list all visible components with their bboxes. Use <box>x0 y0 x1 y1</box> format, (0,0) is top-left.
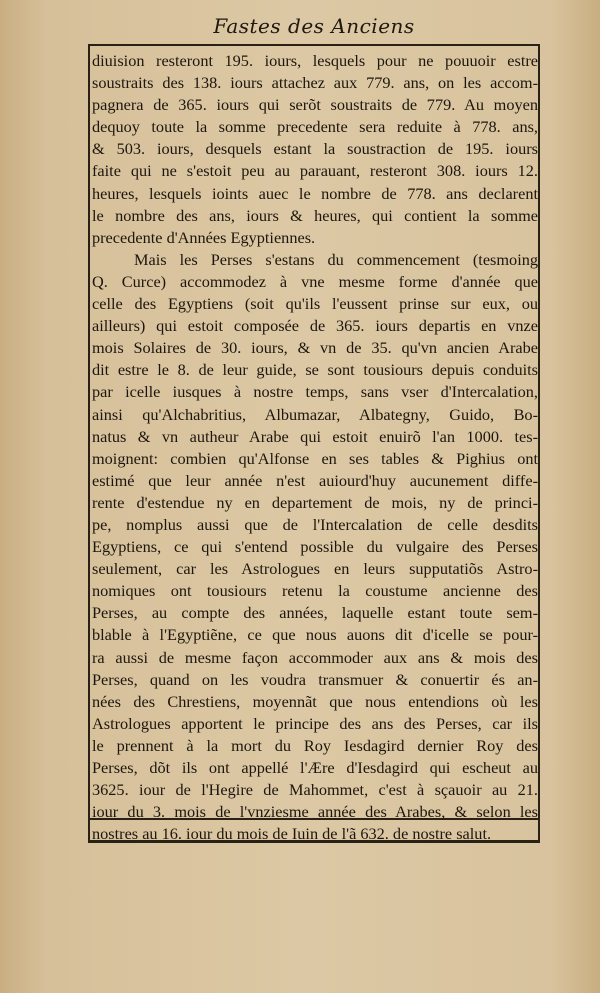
text-line: nées des Chrestiens, moyennãt que nous entendions où les <box>92 691 538 711</box>
text-line: Perses, au compte des années, laquelle estant toute sem- <box>92 603 538 623</box>
text-line: ailleurs) qui estoit composée de 365. iours departis en vnze <box>92 316 538 336</box>
text-line: & 503. iours, desquels estant la soustraction de 195. iours <box>92 139 538 159</box>
text-line: faite qui ne s'estoit peu au parauant, resteront 308. iours 12. <box>92 161 538 181</box>
text-line: iour du 3. mois de l'vnziesme année des Arabes, & selon les <box>92 802 538 822</box>
text-line: estimé que leur année n'est auiourd'huy aucunement diffe- <box>92 470 538 490</box>
text-line: par icelle iusques à nostre temps, sans vser d'Intercalation, <box>92 382 538 402</box>
frame-top-rule <box>88 44 540 46</box>
text-line: rente d'estendue ny en departement de mois, ny de princi- <box>92 492 538 512</box>
text-line: pagnera de 365. iours qui serõt soustraits de 779. Au moyen <box>92 95 538 115</box>
text-line: diuision resteront 195. iours, lesquels pour ne pouuoir estre <box>92 51 538 70</box>
text-line: ainsi qu'Alchabritius, Albumazar, Albategny, Guido, Bo- <box>92 404 538 424</box>
text-line: Q. Curce) accommodez à vne mesme forme d'année que <box>92 271 538 291</box>
text-line: Egyptiens, ce qui s'entend possible du vulgaire des Perses <box>92 537 538 557</box>
text-line: celle des Egyptiens (soit qu'ils l'eussent prinse sur eux, ou <box>92 294 538 314</box>
text-line: Perses, dõt ils ont appellé l'Ære d'Iesdagird qui escheut au <box>92 758 538 777</box>
text-line: Mais les Perses s'estans du commencement (tesmoing <box>134 249 538 269</box>
text-line: le prennent à la mort du Roy Iesdagird dernier Roy des <box>92 735 538 755</box>
text-line: dequoy toute la somme precedente sera reduite à 778. ans, <box>92 117 538 137</box>
text-line: dit estre le 8. de leur guide, se sont tousiours depuis conduits <box>92 360 538 380</box>
frame-right-rule <box>538 44 540 842</box>
text-line: blable à l'Egyptiẽne, ce que nous auons dit d'icelle se pour- <box>92 625 538 645</box>
text-line: precedente d'Années Egyptiennes. <box>92 227 316 247</box>
text-line: pe, nomplus aussi que de l'Intercalation de celle desdits <box>92 514 538 534</box>
text-line: Perses, quand on les voudra transmuer & conuertir és an- <box>92 669 538 689</box>
text-line: 3625. iour de l'Hegire de Mahommet, c'est à sçauoir au 21. <box>92 780 538 800</box>
text-line: moignent: combien qu'Alfonse en ses tables & Pighius ont <box>92 448 538 468</box>
body-text <box>92 50 538 845</box>
text-line: seulement, car les Astrologues en leurs supputatiõs Astro- <box>92 559 538 579</box>
text-line: nostres au 16. iour du mois de Iuin de l'ã 632. de nostre salut. <box>92 824 492 844</box>
text-line: le nombre des ans, iours & heures, qui contient la somme <box>92 205 538 225</box>
running-title: Fastes des Anciens <box>213 14 415 38</box>
text-line: ra aussi de mesme façon accommoder aux ans & mois des <box>92 647 538 667</box>
text-line: natus & vn autheur Arabe qui estoit enuirõ l'an 1000. tes- <box>92 426 538 446</box>
text-line: Astrologues apportent le principe des ans des Perses, car ils <box>92 713 538 733</box>
text-line: nomiques ont tousiours retenu la coustume ancienne des <box>92 581 538 601</box>
text-line: heures, lesquels ioints auec le nombre de 778. ans declarent <box>92 183 538 203</box>
frame-left-rule <box>88 44 90 842</box>
text-line: soustraits des 138. iours attachez aux 779. ans, on les accom- <box>92 73 538 93</box>
text-line: mois Solaires de 30. iours, & vn de 35. qu'vn ancien Arabe <box>92 338 538 358</box>
